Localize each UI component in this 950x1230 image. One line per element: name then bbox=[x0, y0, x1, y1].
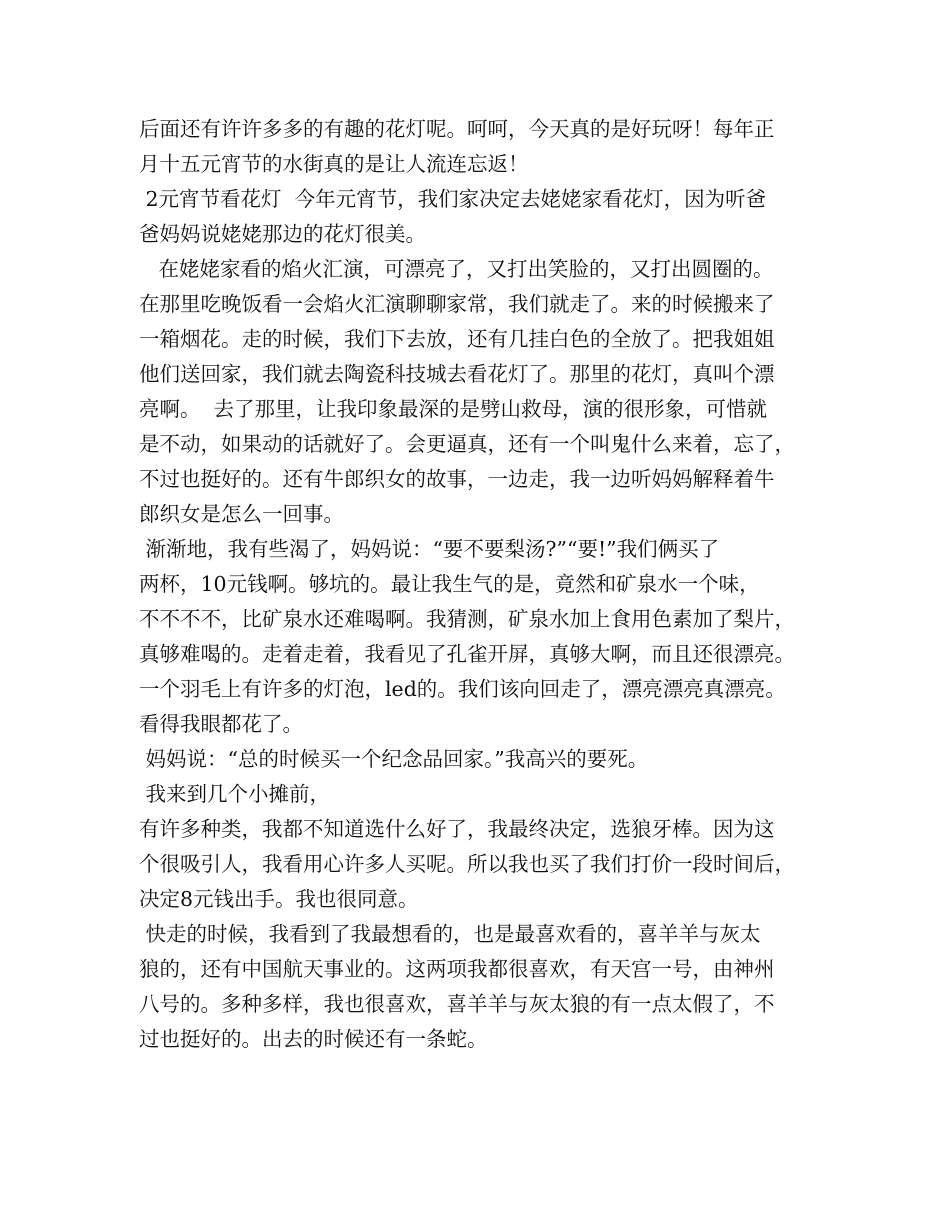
text-line: 决定8元钱出手。我也很同意。 bbox=[139, 887, 419, 911]
text-line: 一箱烟花。走的时候，我们下去放，还有几挂白色的全放了。把我姐姐 bbox=[139, 327, 775, 351]
text-line: 爸妈妈说姥姥那边的花灯很美。 bbox=[139, 222, 426, 246]
text-line: 我来到几个小摊前， bbox=[139, 782, 331, 806]
text-line: 真够难喝的。走着走着，我看见了孔雀开屏，真够大啊，而且还很漂亮。 bbox=[139, 642, 795, 666]
text-line: 一个羽毛上有许多的灯泡，led的。我们该向回走了，漂亮漂亮真漂亮。 bbox=[139, 677, 786, 701]
text-line: 两杯，10元钱啊。够坑的。最让我生气的是，竟然和矿泉水一个味， bbox=[139, 572, 760, 596]
text-line: 快走的时候，我看到了我最想看的，也是最喜欢看的，喜羊羊与灰太 bbox=[139, 922, 761, 946]
text-line: 过也挺好的。出去的时候还有一条蛇。 bbox=[139, 1027, 488, 1051]
text-line: 个很吸引人，我看用心许多人买呢。所以我也买了我们打价一段时间后， bbox=[139, 852, 795, 876]
text-line: 妈妈说：“总的时候买一个纪念品回家。”我高兴的要死。 bbox=[139, 747, 649, 771]
document-body-text bbox=[139, 112, 829, 1057]
text-line: 郎织女是怎么一回事。 bbox=[139, 502, 344, 526]
text-line: 八号的。多种多样，我也很喜欢，喜羊羊与灰太狼的有一点太假了，不 bbox=[139, 992, 775, 1016]
text-line: 有许多种类，我都不知道选什么好了，我最终决定，选狼牙棒。因为这 bbox=[139, 817, 775, 841]
text-line: 狼的，还有中国航天事业的。这两项我都很喜欢，有天宫一号，由神州 bbox=[139, 957, 775, 981]
text-line: 他们送回家，我们就去陶瓷科技城去看花灯了。那里的花灯，真叫个漂 bbox=[139, 362, 775, 386]
text-line: 在姥姥家看的焰火汇演，可漂亮了，又打出笑脸的，又打出圆圈的。 bbox=[139, 257, 774, 281]
text-line: 后面还有许许多多的有趣的花灯呢。呵呵，今天真的是好玩呀！每年正 bbox=[139, 117, 775, 141]
text-line: 看得我眼都花了。 bbox=[139, 712, 303, 736]
text-line: 在那里吃晚饭看一会焰火汇演聊聊家常，我们就走了。来的时候搬来了 bbox=[139, 292, 775, 316]
text-line: 不过也挺好的。还有牛郎织女的故事，一边走，我一边听妈妈解释着牛 bbox=[139, 467, 775, 491]
text-line: 月十五元宵节的水街真的是让人流连忘返！ bbox=[139, 152, 529, 176]
text-line: 是不动，如果动的话就好了。会更逼真，还有一个叫鬼什么来着，忘了， bbox=[139, 432, 795, 456]
text-line: 2元宵节看花灯 今年元宵节，我们家决定去姥姥家看花灯，因为听爸 bbox=[139, 187, 767, 211]
text-line: 渐渐地，我有些渴了，妈妈说：“要不要梨汤?”“要!”我们俩买了 bbox=[139, 537, 720, 561]
text-line: 亮啊。 去了那里，让我印象最深的是劈山救母，演的很形象，可惜就 bbox=[139, 397, 768, 421]
text-line: 不不不不，比矿泉水还难喝啊。我猜测，矿泉水加上食用色素加了梨片， bbox=[139, 607, 795, 631]
